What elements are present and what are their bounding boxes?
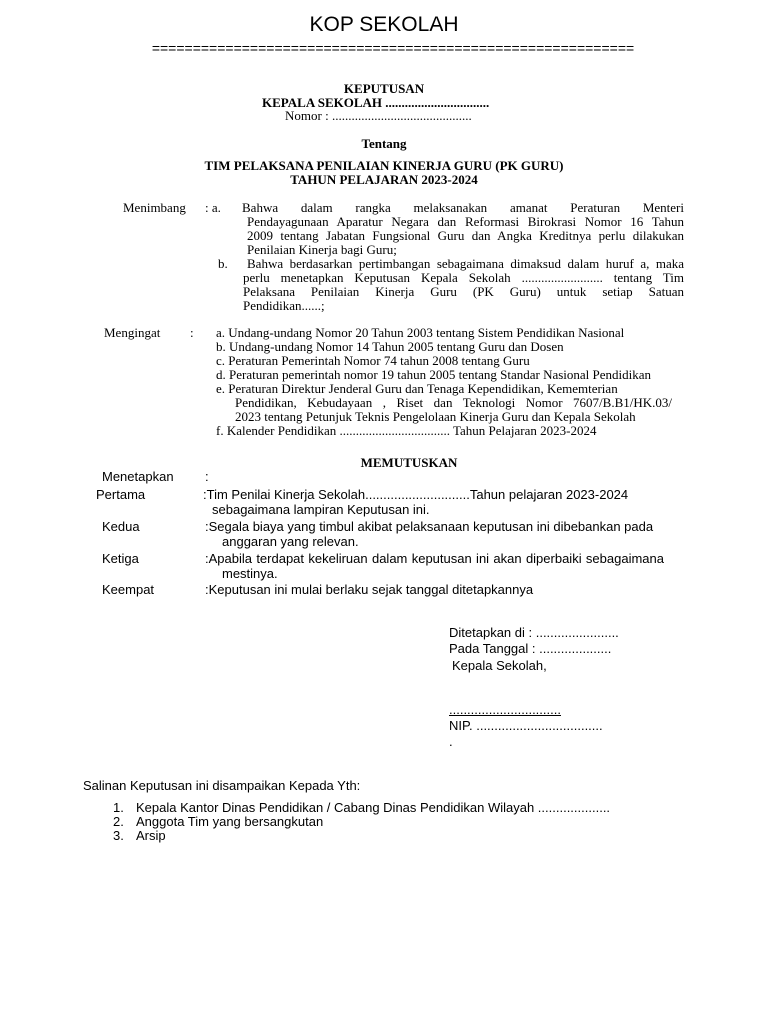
menimbang-b-line: Bahwa berdasarkan pertimbangan sebagaimana dimaksud dalam huruf a, maka: [247, 256, 684, 271]
menimbang-a-line: Pendayagunaan Aparatur Negara dan Reformasi Birokrasi Nomor 16 Tahun: [247, 214, 684, 229]
salinan-item-text: Arsip: [136, 828, 166, 843]
salinan-item-text: Kepala Kantor Dinas Pendidikan / Cabang Dinas Pendidikan Wilayah ....................: [136, 800, 611, 815]
ketiga-text: :Apabila terdapat kekeliruan dalam keputusan ini akan diperbaiki sebagaimana: [205, 551, 664, 566]
mengingat-colon: :: [190, 325, 194, 340]
salinan-item-number: 2.: [113, 814, 124, 829]
kedua-text: anggaran yang relevan.: [222, 534, 359, 549]
menimbang-a-line: Bahwa dalam rangka melaksanakan amanat Peraturan Menteri: [242, 200, 684, 215]
menimbang-b-marker: b.: [218, 256, 228, 271]
mengingat-item-e-cont: 2023 tentang Petunjuk Teknis Pengelolaan Kinerja Guru dan Kepala Sekolah: [235, 409, 636, 424]
mengingat-label: Mengingat: [104, 325, 161, 340]
ketiga-text: mestinya.: [222, 566, 278, 581]
kedua-text: :Segala biaya yang timbul akibat pelaksanaan keputusan ini dibebankan pada: [205, 519, 654, 534]
mengingat-item: e. Peraturan Direktur Jenderal Guru dan Tenaga Kependidikan, Kememterian: [216, 381, 618, 396]
menetapkan-colon: :: [205, 469, 209, 484]
doc-subject-line1: TIM PELAKSANA PENILAIAN KINERJA GURU (PK GURU): [204, 158, 564, 173]
doc-title-keputusan: KEPUTUSAN: [343, 81, 425, 96]
salinan-item-text: Anggota Tim yang bersangkutan: [136, 814, 324, 829]
ditetapkan-di: Ditetapkan di : .......................: [449, 625, 619, 640]
signature-dot: .: [449, 734, 453, 749]
pertama-label: Pertama: [96, 487, 146, 502]
menimbang-label: Menimbang: [123, 200, 186, 215]
memutuskan-heading: MEMUTUSKAN: [360, 455, 458, 470]
menimbang-a-line: 2009 tentang Jabatan Fungsional Guru dan Angka Kreditnya perlu dilakukan: [247, 228, 684, 243]
salinan-item-number: 1.: [113, 800, 124, 815]
doc-tentang: Tentang: [361, 136, 407, 151]
ketiga-label: Ketiga: [102, 551, 139, 566]
salinan-item-number: 3.: [113, 828, 124, 843]
doc-title-kepala-sekolah: KEPALA SEKOLAH ................................: [262, 95, 490, 110]
menimbang-a-line: Penilaian Kinerja bagi Guru;: [247, 242, 397, 257]
mengingat-item: b. Undang-undang Nomor 14 Tahun 2005 tentang Guru dan Dosen: [216, 339, 564, 354]
menimbang-b-line: perlu menetapkan Keputusan Kepala Sekolah ......................... tentang Tim: [243, 270, 684, 285]
salinan-intro: Salinan Keputusan ini disampaikan Kepada Yth:: [83, 778, 361, 793]
kedua-label: Kedua: [102, 519, 140, 534]
mengingat-item: f. Kalender Pendidikan .................................. Tahun Pelajaran 2023-2024: [216, 423, 597, 438]
kop-sekolah-heading: KOP SEKOLAH: [309, 13, 459, 36]
pada-tanggal: Pada Tanggal : ....................: [449, 641, 612, 656]
pertama-text: sebagaimana lampiran Keputusan ini.: [212, 502, 430, 517]
signatory-name-line: ...............................: [449, 702, 561, 717]
menimbang-b-line: Pelaksana Penilaian Kinerja Guru (PK Guru) untuk setiap Satuan: [243, 284, 684, 299]
mengingat-item: d. Peraturan pemerintah nomor 19 tahun 2005 tentang Standar Nasional Pendidikan: [216, 367, 652, 382]
keempat-label: Keempat: [102, 582, 155, 597]
header-separator: ===========================================================: [151, 40, 635, 56]
menimbang-a-marker: : a.: [205, 200, 221, 215]
menimbang-b-line: Pendidikan......;: [243, 298, 325, 313]
pertama-text: :Tim Penilai Kinerja Sekolah.............................Tahun pelajaran 2023-2024: [203, 487, 629, 502]
menetapkan-label: Menetapkan: [102, 469, 174, 484]
keempat-text: :Keputusan ini mulai berlaku sejak tanggal ditetapkannya: [205, 582, 534, 597]
signatory-title: Kepala Sekolah,: [452, 658, 547, 673]
mengingat-item-e-cont: Pendidikan, Kebudayaan , Riset dan Teknologi Nomor 7607/B.B1/HK.03/: [235, 395, 672, 410]
doc-nomor: Nomor : ...........................................: [285, 108, 472, 123]
doc-subject-line2: TAHUN PELAJARAN 2023-2024: [290, 172, 478, 187]
mengingat-item: c. Peraturan Pemerintah Nomor 74 tahun 2008 tentang Guru: [216, 353, 530, 368]
mengingat-item: a. Undang-undang Nomor 20 Tahun 2003 tentang Sistem Pendidikan Nasional: [216, 325, 625, 340]
signatory-nip: NIP. ...................................: [449, 718, 603, 733]
